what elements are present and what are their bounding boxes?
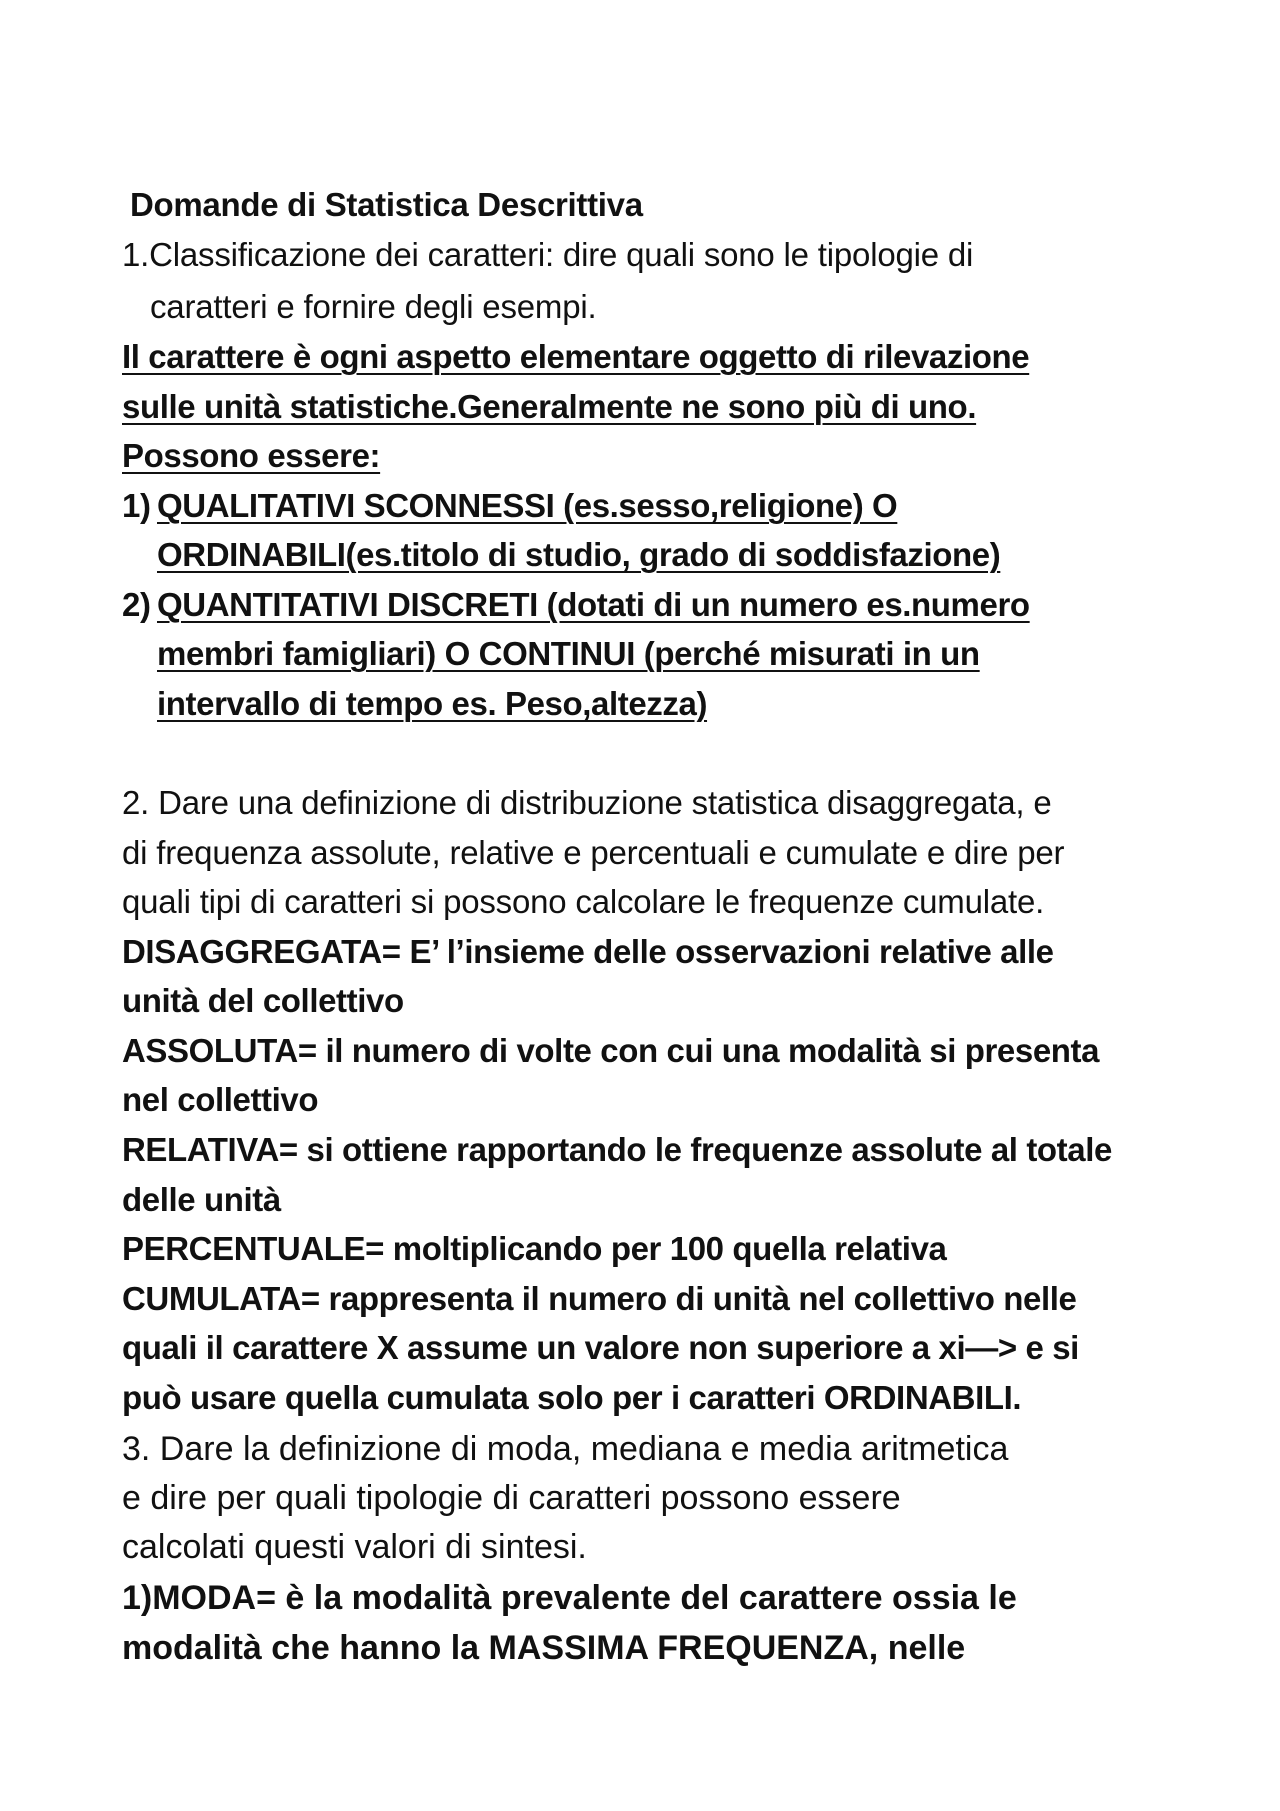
answer-2-line-4: nel collettivo	[122, 1081, 319, 1118]
answer-1-line-2: sulle unità statistiche.Generalmente ne sono più di uno.	[122, 388, 977, 425]
answer-2-line-3: ASSOLUTA= il numero di volte con cui una modalità si presenta	[122, 1032, 1100, 1069]
answer-2-line-8: CUMULATA= rappresenta il numero di unità nel collettivo nelle	[122, 1280, 1077, 1317]
question-3-line-2: e dire per quali tipologie di caratteri possono essere	[122, 1479, 901, 1517]
question-1-line-2: caratteri e fornire degli esempi.	[150, 288, 597, 325]
answer-3-line-1: 1)MODA= è la modalità prevalente del carattere ossia le	[122, 1579, 1017, 1617]
list-item-1-line-1: QUALITATIVI SCONNESSI (es.sesso,religione) O	[157, 487, 898, 524]
answer-2-line-2: unità del collettivo	[122, 982, 404, 1019]
answer-3-line-2: modalità che hanno la MASSIMA FREQUENZA, nelle	[122, 1629, 966, 1667]
answer-2-line-1: DISAGGREGATA= E’ l’insieme delle osservazioni relative alle	[122, 933, 1054, 970]
question-3-line-1: 3. Dare la definizione di moda, mediana e media aritmetica	[122, 1430, 1009, 1468]
answer-2-line-6: delle unità	[122, 1181, 281, 1218]
question-2-line-2: di frequenza assolute, relative e percentuali e cumulate e dire per	[122, 834, 1065, 871]
answer-2-line-10: può usare quella cumulata solo per i caratteri ORDINABILI.	[122, 1379, 1022, 1416]
question-2-line-3: quali tipi di caratteri si possono calcolare le frequenze cumulate.	[122, 883, 1045, 920]
list-item-1-number: 1)	[122, 487, 151, 524]
list-item-2-line-2: membri famigliari) O CONTINUI (perché misurati in un	[157, 635, 980, 672]
document-title: Domande di Statistica Descrittiva	[130, 186, 643, 223]
list-item-2-line-1: QUANTITATIVI DISCRETI (dotati di un numero es.numero	[157, 586, 1030, 623]
list-item-2-line-3: intervallo di tempo es. Peso,altezza)	[157, 685, 708, 722]
answer-2-line-5: RELATIVA= si ottiene rapportando le frequenze assolute al totale	[122, 1131, 1112, 1168]
question-2-line-1: 2. Dare una definizione di distribuzione statistica disaggregata, e	[122, 784, 1052, 821]
answer-1-line-3: Possono essere:	[122, 437, 381, 474]
answer-2-line-7: PERCENTUALE= moltiplicando per 100 quella relativa	[122, 1230, 947, 1267]
answer-2-line-9: quali il carattere X assume un valore non superiore a xi—> e si	[122, 1329, 1079, 1366]
list-item-1-line-2: ORDINABILI(es.titolo di studio, grado di soddisfazione)	[157, 536, 1001, 573]
question-3-line-3: calcolati questi valori di sintesi.	[122, 1528, 587, 1566]
list-item-2-number: 2)	[122, 586, 151, 623]
answer-1-line-1: Il carattere è ogni aspetto elementare oggetto di rilevazione	[122, 338, 1030, 375]
question-1-line-1: 1.Classificazione dei caratteri: dire quali sono le tipologie di	[122, 236, 974, 273]
